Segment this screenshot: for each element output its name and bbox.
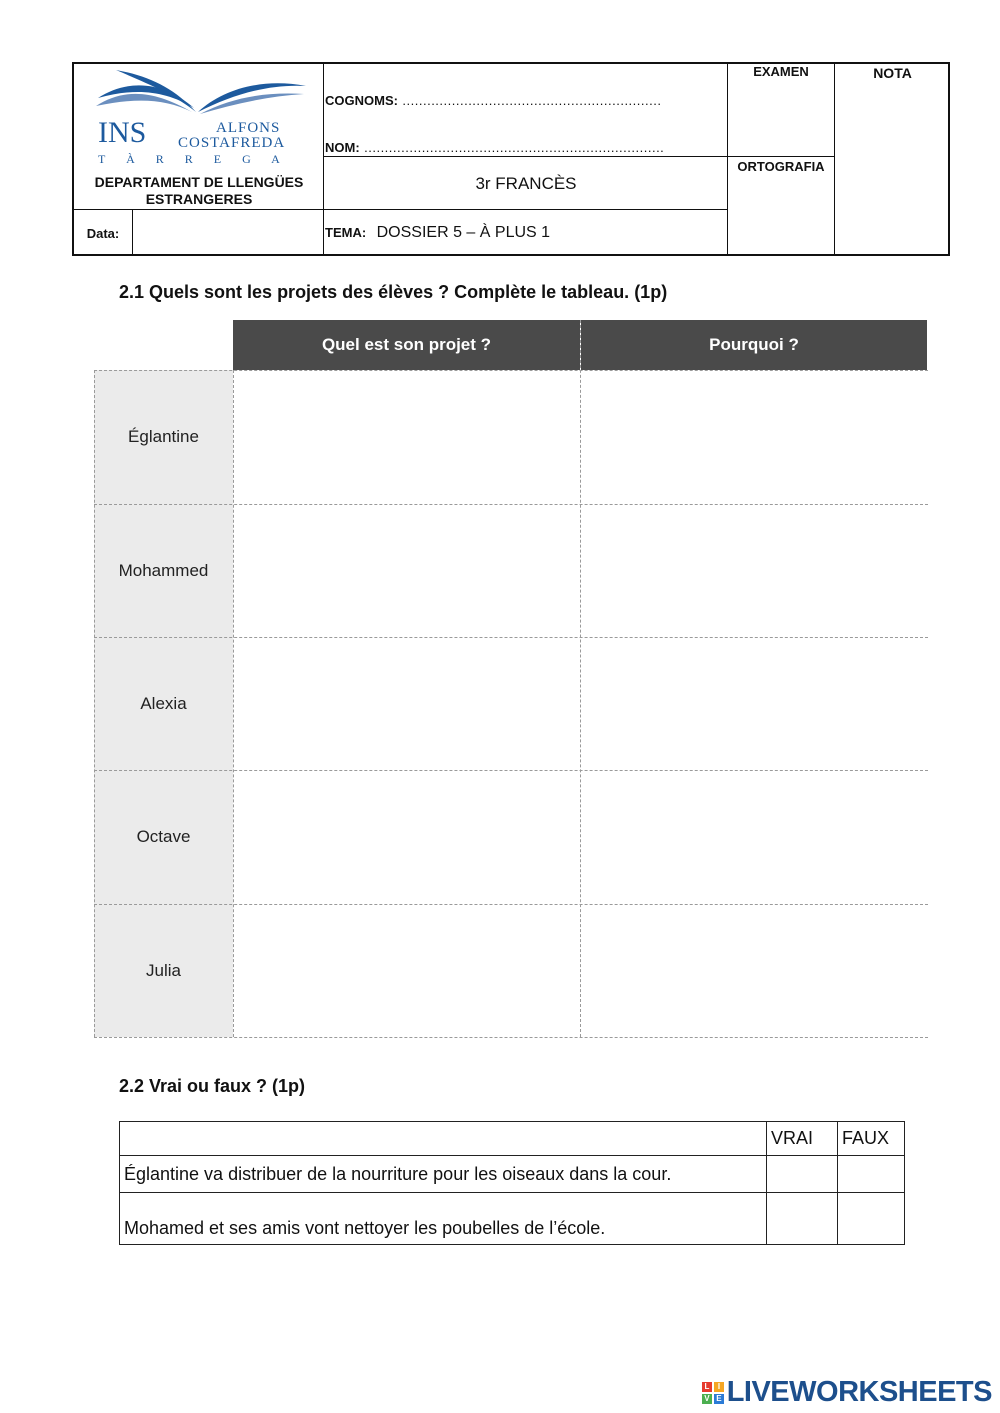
answer-cell-why[interactable] [582,638,927,769]
date-label: Data: [86,226,120,241]
grid-line [94,370,95,1037]
answer-cell-why[interactable] [582,771,927,903]
nota-label: NOTA [873,65,912,81]
logo-alfons: ALFONS [216,120,281,136]
vrai-answer-cell[interactable] [767,1156,838,1193]
faux-answer-cell[interactable] [838,1193,905,1245]
ortografia-label: ORTOGRAFIA [737,159,825,174]
statement-text: Églantine va distribuer de la nourriture pour les oiseaux dans la cour. [120,1156,767,1193]
liveworksheets-brand [702,1376,992,1409]
examen-label: EXAMEN [753,64,809,79]
grid-line [94,370,928,371]
student-name-cell: Mohammed [94,504,233,637]
grid-line [233,370,234,1037]
name-field[interactable]: ......................................................................... [364,140,665,155]
tema-label: TEMA: [325,225,367,240]
grid-line [94,504,928,505]
section-1-title: 2.1 Quels sont les projets des élèves ? Complète le tableau. (1p) [119,282,668,302]
answer-cell-why[interactable] [582,505,927,636]
department-label: DEPARTAMENT DE LLENGÜES ESTRANGERES [94,174,304,207]
tema-value: DOSSIER 5 – À PLUS 1 [376,224,551,241]
surname-field[interactable]: ............................................................... [402,93,662,108]
name-label: NOM: [325,140,360,155]
open-book-icon [94,68,309,118]
vrai-answer-cell[interactable] [767,1193,838,1245]
liveworksheets-logo-icon: L I V E [702,1382,724,1404]
name-row[interactable] [325,139,664,157]
logo-costafreda: COSTAFREDA [178,135,286,151]
grid-line [94,770,928,771]
student-name-cell: Octave [94,770,233,904]
grid-line [580,320,581,1037]
surname-label: COGNOMS: [325,93,398,108]
grid-line [94,904,928,905]
exam-header [72,62,950,256]
answer-cell-why[interactable] [582,905,927,1036]
answer-cell-project[interactable] [234,905,580,1036]
statement-text: Mohamed et ses amis vont nettoyer les poubelles de l’école. [120,1193,767,1245]
true-false-table [119,1121,905,1245]
logo-ins: INS [98,116,147,149]
answer-cell-project[interactable] [234,638,580,769]
col-header-project: Quel est son projet ? [233,320,580,370]
answer-cell-why[interactable] [582,371,927,503]
student-name-cell: Églantine [94,370,233,504]
student-name-cell: Alexia [94,637,233,770]
section-2-title: 2.2 Vrai ou faux ? (1p) [119,1076,306,1096]
statement-header-cell [120,1122,767,1156]
col-header-vrai: VRAI [767,1122,838,1156]
grid-line [94,637,928,638]
date-field[interactable] [134,211,322,255]
tema-row [325,224,550,242]
surname-row[interactable] [325,92,661,110]
school-logo [94,68,309,168]
brand-text: LIVEWORKSHEETS [726,1376,992,1408]
projects-table [94,320,928,1038]
answer-cell-project[interactable] [234,771,580,903]
grid-line [94,1037,928,1038]
student-name-cell: Julia [94,904,233,1037]
faux-answer-cell[interactable] [838,1156,905,1193]
logo-town: T À R R E G A [98,152,289,166]
col-header-faux: FAUX [838,1122,905,1156]
course-label: 3r FRANCÈS [475,174,577,193]
answer-cell-project[interactable] [234,505,580,636]
answer-cell-project[interactable] [234,371,580,503]
col-header-why: Pourquoi ? [581,320,927,370]
